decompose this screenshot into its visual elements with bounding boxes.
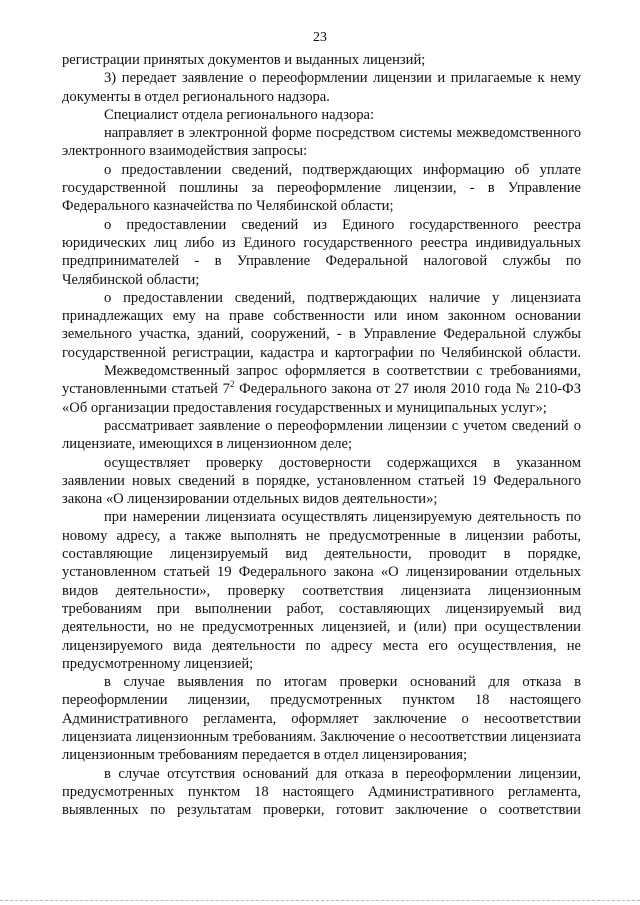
paragraph-registration-continuation: регистрации принятых документов и выданных лицензий; bbox=[62, 52, 426, 68]
scan-bottom-edge bbox=[0, 900, 640, 901]
paragraph-sends-requests: направляет в электронной форме посредством системы межведомственного электронного взаимодействия запросы: bbox=[62, 125, 581, 160]
paragraph-interdepartmental-request-part-2: Федерального закона от 27 июля 2010 года № 210-ФЗ «Об организации предоставления государственных и муниципальных услуг»; bbox=[62, 381, 582, 416]
page-number: 23 bbox=[313, 30, 327, 45]
paragraph-interdepartmental-request bbox=[62, 362, 581, 417]
paragraph-no-refusal-grounds: в случае отсутствия оснований для отказа в переоформлении лицензии, предусмотренных пунктом 18 настоящего Административного регламента, выявленных по результатам проверки, готовит заключение о соответствии bbox=[62, 765, 581, 819]
paragraph-item-3-transfer-application: 3) передает заявление о переоформлении лицензии и прилагаемые к нему документы в отдел регионального надзора. bbox=[62, 70, 581, 105]
paragraph-new-address-inspection: при намерении лицензиата осуществлять лицензируемую деятельность по новому адресу, а также выполнять не предусмотренные в лицензии работы, составляющие лицензируемый вид деятельности, проводит в порядке, установленном статьей 19 Федерального закона «О лицензировании отдельных видов деятельности», проверку соответствия лицензиата лицензионным требованиям при выполнении работ, составляющих лицензируемый вид деятельности, но не предусмотренных лицензией, и (или) при осуществлении лицензируемого вида деятельности по адресу места его осуществления, не предусмотренному лицензией; bbox=[62, 509, 581, 672]
paragraph-verifies-information: осуществляет проверку достоверности содержащихся в указанном заявлении новых сведений в порядке, установленном статьей 19 Федерального закона «О лицензировании отдельных видов деятельности»; bbox=[62, 454, 581, 508]
article-superscript: 2 bbox=[229, 379, 235, 390]
paragraph-reviews-application: рассматривает заявление о переоформлении лицензии с учетом сведений о лицензиате, имеющихся в лицензионном деле; bbox=[62, 417, 581, 453]
paragraph-request-registry: о предоставлении сведений из Единого государственного реестра юридических лиц либо из Единого государственного реестра индивидуальных предпринимателей - в Управление Федеральной налоговой службы по Челябинской области; bbox=[62, 216, 581, 288]
paragraph-refusal-grounds-found: в случае выявления по итогам проверки оснований для отказа в переоформлении лицензии, предусмотренных пунктом 18 настоящего Административного регламента, оформляет заключение о несоответствии лицензиата лицензионным требованиям. Заключение о несоответствии лицензиата лицензионным требованиям передается в отдел лицензирования; bbox=[62, 674, 581, 764]
document-body bbox=[62, 51, 581, 819]
paragraph-request-property-rights: о предоставлении сведений, подтверждающих наличие у лицензиата принадлежащих ему на праве собственности или ином законном основании земельного участка, зданий, сооружений, - в Управление Федеральной службы государственной регистрации, кадастра и картографии по Челябинской области. bbox=[62, 289, 581, 361]
paragraph-specialist-heading: Специалист отдела регионального надзора: bbox=[104, 106, 375, 123]
paragraph-request-state-fee: о предоставлении сведений, подтверждающих информацию об уплате государственной пошлины за переоформление лицензии, - в Управление Федерального казначейства по Челябинской области; bbox=[62, 161, 581, 215]
paragraph-interdepartmental-request-part-1: Межведомственный запрос оформляется в соответствии с требованиями, установленными статьей 7 bbox=[62, 363, 581, 398]
